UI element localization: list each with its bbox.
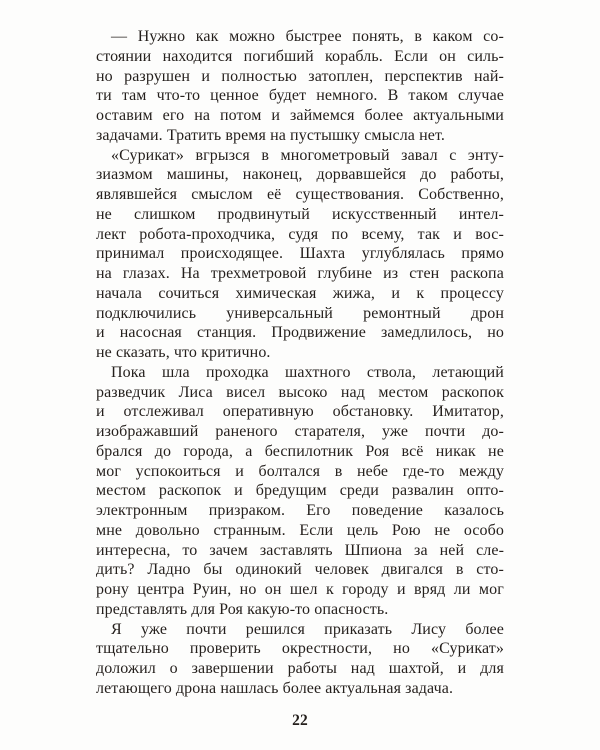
text-line: и отслеживал оперативную обстановку. Имитатор,	[96, 403, 504, 421]
text-line: лект робота-проходчика, судя по всему, так и вос-	[96, 225, 504, 243]
text-line: стоянии находится погибший корабль. Если он силь-	[96, 47, 504, 65]
text-line: но разрушен и полностью затоплен, перспектив най-	[96, 67, 504, 85]
text-line: являвшейся смыслом её существования. Собственно,	[96, 186, 504, 203]
page-number: 22	[292, 711, 308, 729]
text-line: «Сурикат» вгрызся в многометровый завал с энту-	[111, 146, 504, 164]
text-line: дить? Ладно бы одинокий человек двигался в сто-	[96, 561, 504, 579]
text-line: мог успокоиться и болтался в небе где-то между	[96, 462, 504, 480]
text-line: доложил о завершении работы над шахтой, и для	[96, 660, 504, 677]
text-line: зиазмом машины, наконец, дорвавшейся до работы,	[96, 166, 504, 184]
text-line: Я уже почти решился приказать Лису более	[111, 620, 504, 638]
text-line: и насосная станция. Продвижение замедлилось, но	[96, 324, 504, 342]
text-line: Пока шла проходка шахтного ствола, летающий	[111, 363, 504, 381]
text-line: рону центра Руин, но он шел к городу и вряд ли мог	[96, 581, 504, 598]
text-line: — Нужно как можно быстрее понять, в каком со-	[111, 28, 504, 45]
text-line: летающего дрона нашлась более актуальная задача.	[96, 679, 454, 697]
text-line: мне довольно странным. Если цель Рою не особо	[96, 521, 504, 539]
text-line: электронным призраком. Его поведение казалось	[96, 502, 504, 519]
text-line: интересна, то зачем заставлять Шпиона за ней сле-	[96, 541, 504, 559]
text-line: не слишком продвинутый искусственный интел-	[96, 205, 504, 223]
text-line: изображавший раненого старателя, уже почти до-	[96, 423, 504, 440]
text-line: задачами. Тратить время на пустышку смысла нет.	[96, 126, 445, 144]
text-line: на глазах. На трехметровой глубине из стен раскопа	[96, 265, 504, 282]
text-line: местом раскопок и бредущим среди развалин опто-	[96, 482, 504, 500]
text-line: принимал происходящее. Шахта углублялась прямо	[96, 245, 504, 263]
text-line: ти там что-то ценное будет немного. В таком случае	[96, 87, 504, 105]
text-line: подключились универсальный ремонтный дрон	[96, 304, 504, 322]
text-line: тщательно проверить окрестности, но «Сурикат»	[96, 640, 504, 658]
text-line: представлять для Роя какую-то опасность.	[96, 600, 389, 618]
page-text	[96, 27, 504, 730]
text-line: разведчик Лиса висел высоко над местом раскопок	[96, 383, 504, 401]
text-line: оставим его на потом и займемся более актуальными	[96, 107, 504, 124]
text-line: не сказать, что критично.	[96, 344, 271, 361]
text-line: начала сочиться химическая жижа, и к процессу	[96, 284, 504, 302]
text-line: брался до города, а беспилотник Роя всё никак не	[96, 442, 504, 460]
